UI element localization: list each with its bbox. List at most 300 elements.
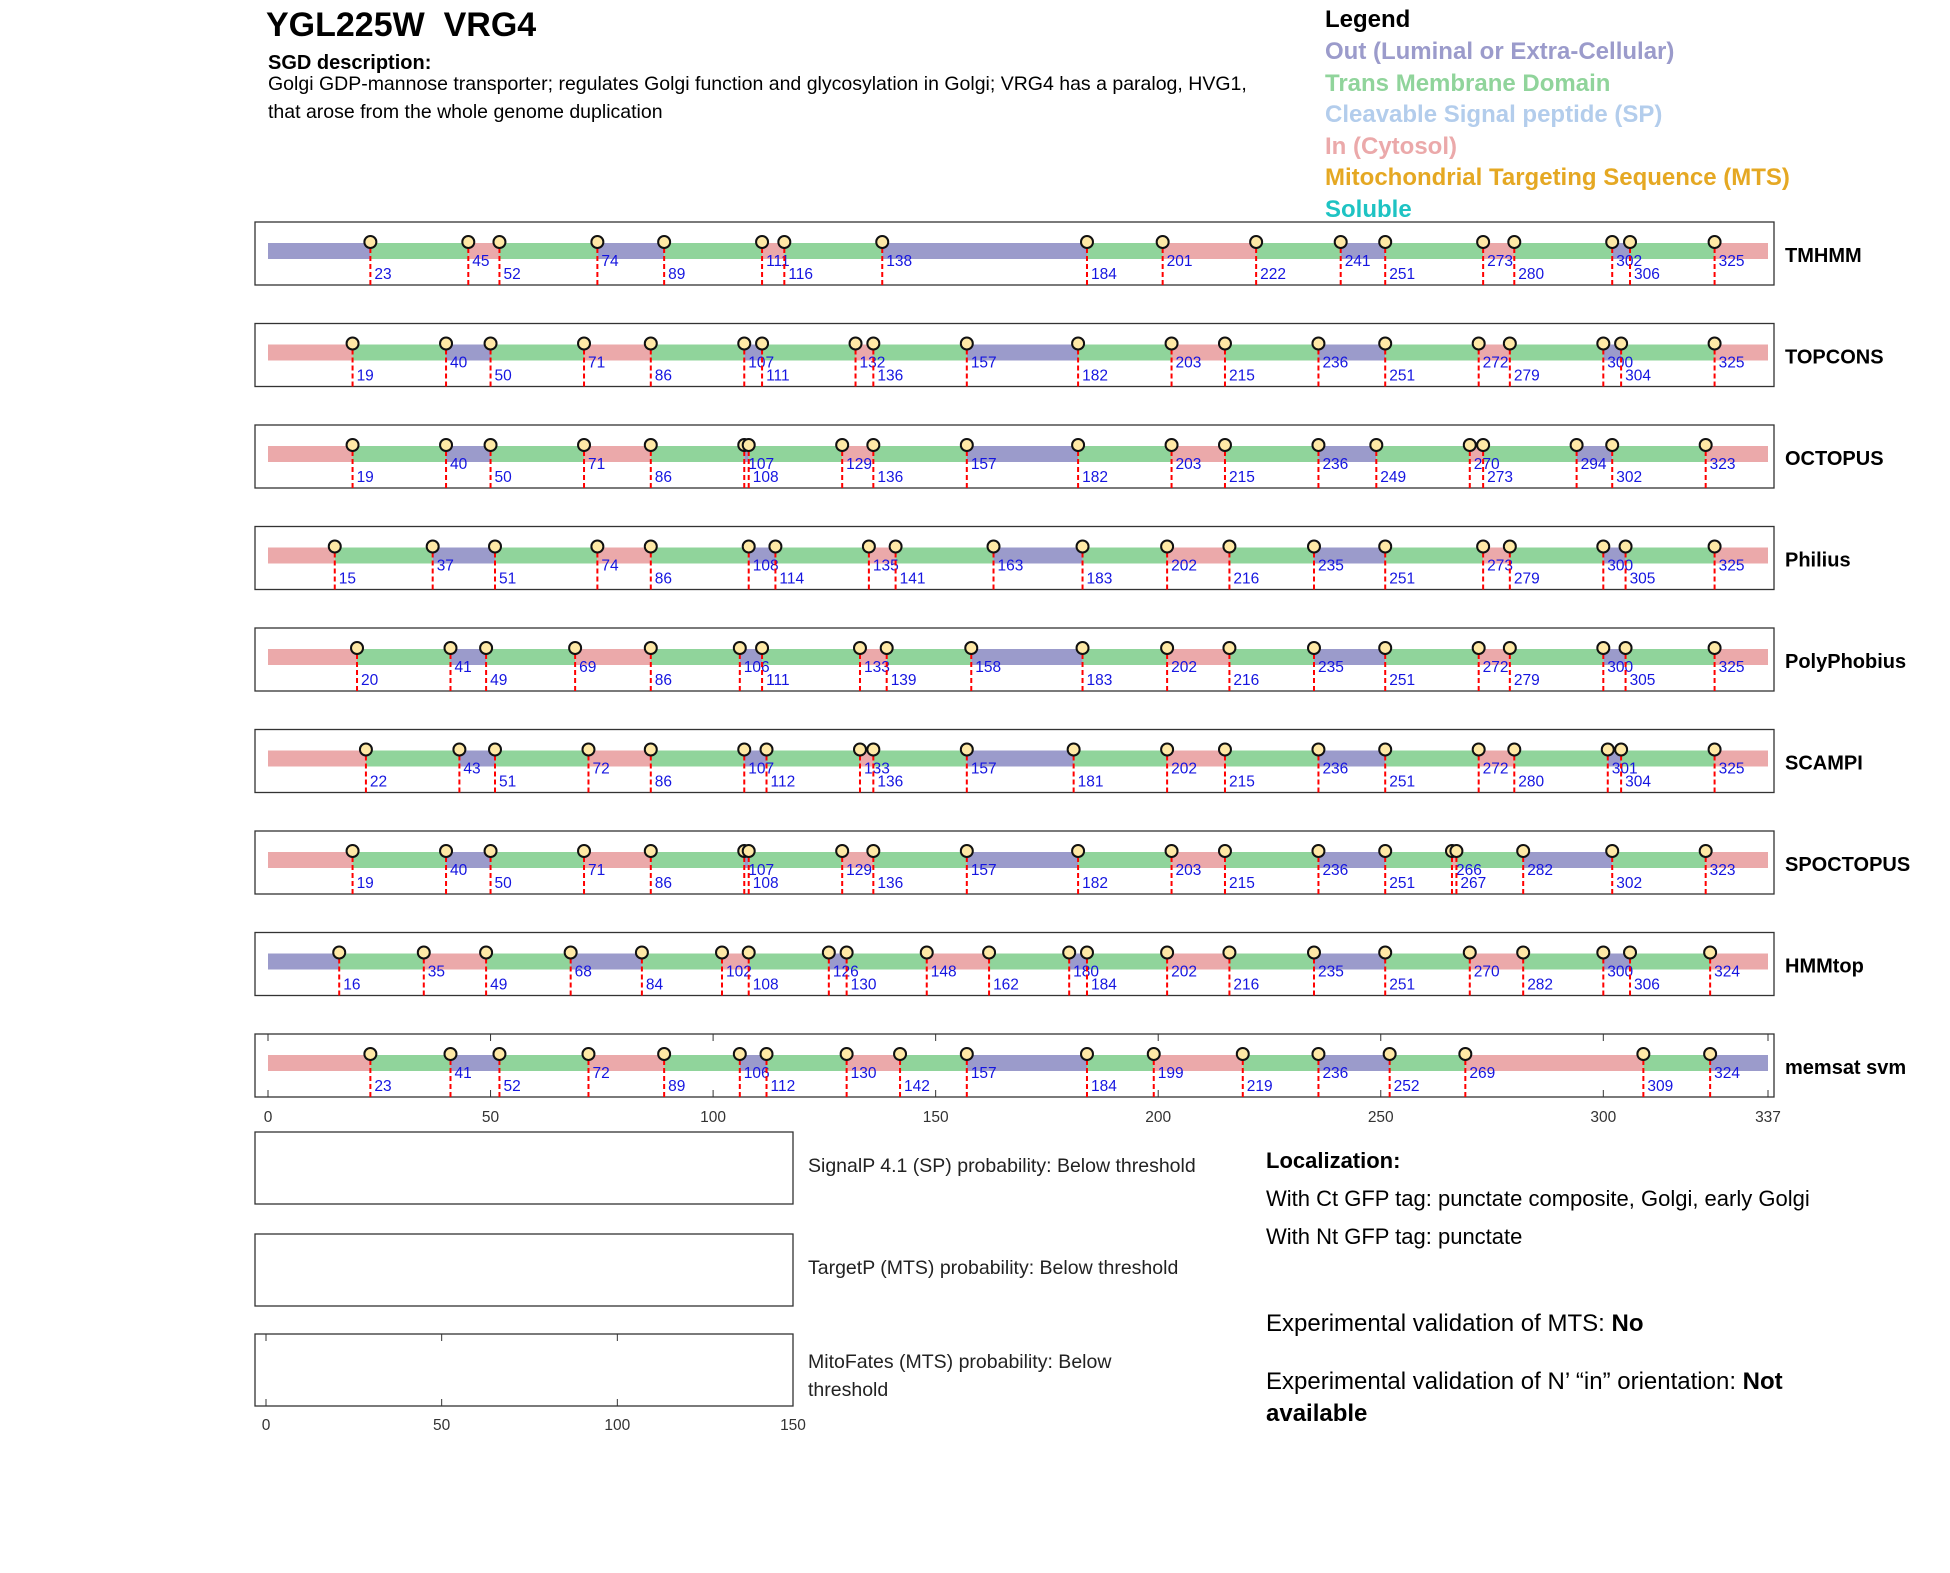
boundary-marker	[734, 642, 746, 654]
boundary-marker	[1464, 439, 1476, 451]
segment-tm	[1385, 649, 1478, 665]
boundary-label: 162	[993, 976, 1019, 994]
boundary-label: 133	[863, 659, 890, 676]
boundary-label: 309	[1647, 1078, 1674, 1095]
boundary-label: 129	[846, 862, 873, 879]
boundary-marker	[1477, 439, 1489, 451]
boundary-label: 132	[859, 354, 886, 372]
track-memsat-svm	[255, 1034, 1906, 1097]
prob-panel-frame	[255, 1132, 793, 1204]
boundary-marker	[485, 338, 497, 350]
x-tick-label: 300	[1590, 1109, 1617, 1126]
n-in-validation	[1266, 1366, 1826, 1430]
segment-tm	[1229, 649, 1314, 665]
sgd-description-text: Golgi GDP-mannose transporter; regulates Golgi function and glycosylation in Golgi; VRG4 has a paralog, HVG1, that arose from the whole genome duplication	[268, 73, 1247, 123]
boundary-marker	[645, 845, 657, 857]
boundary-label: 183	[1086, 570, 1113, 588]
segment-tm	[1514, 243, 1612, 259]
track-name: Philius	[1785, 549, 1851, 572]
nt-gfp-localization: With Nt GFP tag: punctate	[1266, 1224, 1523, 1249]
mts-validation-label: Experimental validation of MTS:	[1266, 1310, 1612, 1337]
segment-tm	[1385, 751, 1478, 767]
boundary-label: 72	[592, 1065, 610, 1082]
boundary-label: 279	[1513, 367, 1540, 385]
boundary-marker	[1504, 338, 1516, 350]
boundary-label: 86	[654, 672, 673, 689]
boundary-marker	[961, 1048, 973, 1060]
boundary-marker	[1219, 845, 1231, 857]
boundary-label: 222	[1260, 266, 1287, 283]
boundary-label: 323	[1709, 456, 1736, 473]
segment-tm	[767, 751, 860, 767]
segment-tm	[651, 852, 744, 868]
boundary-marker	[1477, 541, 1489, 553]
localization-title: Localization:	[1266, 1148, 1401, 1173]
segment-tm	[1390, 1055, 1466, 1071]
boundary-marker	[1250, 236, 1262, 248]
track-name: TMHMM	[1785, 245, 1862, 267]
boundary-marker	[1508, 236, 1520, 248]
boundary-marker	[582, 1048, 594, 1060]
segment-tm	[1612, 446, 1705, 462]
boundary-marker	[743, 541, 755, 553]
boundary-marker	[1620, 642, 1632, 654]
boundary-label: 324	[1714, 1065, 1741, 1082]
boundary-marker	[1504, 541, 1516, 553]
segment-tm	[749, 954, 829, 970]
boundary-marker	[1473, 338, 1485, 350]
boundary-marker	[565, 947, 577, 959]
boundary-marker	[1312, 744, 1324, 756]
boundary-label: 305	[1629, 672, 1656, 689]
boundary-label: 45	[472, 253, 490, 270]
boundary-label: 241	[1344, 253, 1371, 270]
segment-tm	[1229, 548, 1314, 564]
boundary-label: 16	[343, 976, 361, 994]
mts-validation-value: No	[1611, 1310, 1644, 1337]
boundary-marker	[418, 947, 430, 959]
segment-in	[268, 345, 353, 361]
boundary-marker	[1161, 642, 1173, 654]
boundary-label: 40	[450, 862, 468, 879]
segment-tm	[651, 649, 740, 665]
boundary-label: 267	[1460, 875, 1487, 892]
boundary-marker	[453, 744, 465, 756]
boundary-label: 135	[872, 557, 899, 575]
boundary-label: 130	[850, 976, 877, 994]
boundary-label: 108	[752, 557, 779, 575]
track-name: OCTOPUS	[1785, 448, 1884, 470]
boundary-marker	[347, 338, 359, 350]
boundary-label: 202	[1171, 557, 1197, 575]
boundary-label: 269	[1469, 1065, 1496, 1082]
n-in-validation-label: Experimental validation of N’ “in” orientation:	[1266, 1368, 1743, 1395]
boundary-marker	[493, 1048, 505, 1060]
boundary-label: 72	[592, 760, 610, 778]
segment-tm	[339, 954, 424, 970]
boundary-marker	[738, 744, 750, 756]
boundary-marker	[1624, 947, 1636, 959]
boundary-marker	[347, 845, 359, 857]
boundary-marker	[961, 439, 973, 451]
segment-tm	[370, 1055, 450, 1071]
boundary-marker	[347, 439, 359, 451]
boundary-label: 236	[1322, 1065, 1349, 1082]
boundary-marker	[1312, 338, 1324, 350]
boundary-marker	[1508, 744, 1520, 756]
boundary-label: 279	[1513, 570, 1540, 588]
boundary-marker	[836, 845, 848, 857]
boundary-label: 300	[1607, 659, 1634, 676]
prob-x-tick-label: 50	[433, 1417, 451, 1434]
boundary-marker	[863, 541, 875, 553]
boundary-label: 133	[863, 760, 890, 778]
boundary-label: 71	[588, 456, 606, 473]
segment-tm	[495, 751, 588, 767]
track-name: HMMtop	[1785, 955, 1864, 978]
boundary-label: 111	[766, 367, 790, 385]
segment-tm	[1225, 852, 1318, 868]
boundary-label: 325	[1718, 659, 1745, 676]
boundary-marker	[485, 439, 497, 451]
boundary-label: 111	[766, 672, 790, 689]
boundary-label: 202	[1171, 760, 1197, 778]
boundary-marker	[1157, 236, 1169, 248]
boundary-label: 280	[1518, 266, 1545, 283]
localization-panel	[1266, 1148, 1826, 1430]
boundary-marker	[1308, 541, 1320, 553]
x-tick-label: 0	[263, 1109, 273, 1126]
boundary-marker	[1615, 338, 1627, 350]
boundary-label: 136	[877, 469, 904, 486]
segment-tm	[1078, 345, 1171, 361]
boundary-marker	[1081, 1048, 1093, 1060]
boundary-label: 184	[1090, 976, 1117, 994]
boundary-label: 107	[748, 354, 775, 372]
boundary-label: 23	[374, 1078, 392, 1095]
boundary-label: 114	[779, 570, 805, 588]
prob-panel-frame	[255, 1234, 793, 1306]
boundary-marker	[480, 947, 492, 959]
boundary-label: 249	[1380, 469, 1407, 486]
boundary-label: 251	[1389, 773, 1416, 791]
boundary-marker	[1219, 439, 1231, 451]
boundary-marker	[854, 642, 866, 654]
segment-tm	[495, 548, 597, 564]
boundary-label: 84	[645, 976, 664, 994]
boundary-label: 86	[654, 469, 673, 486]
prob-panel-frame	[255, 1334, 793, 1406]
boundary-label: 50	[494, 367, 512, 385]
segment-tm	[491, 446, 584, 462]
boundary-label: 215	[1228, 875, 1255, 892]
x-tick-label: 50	[481, 1109, 500, 1126]
boundary-marker	[756, 642, 768, 654]
segment-tm	[1074, 751, 1167, 767]
segment-tm	[486, 954, 571, 970]
boundary-marker	[761, 1048, 773, 1060]
boundary-label: 280	[1518, 773, 1545, 791]
boundary-label: 69	[579, 659, 597, 676]
segment-tm	[664, 1055, 740, 1071]
boundary-label: 19	[356, 469, 374, 486]
track-philius	[255, 527, 1851, 590]
boundary-marker	[1063, 947, 1075, 959]
boundary-label: 86	[654, 367, 673, 385]
boundary-label: 325	[1718, 760, 1745, 778]
segment-tm	[1087, 1055, 1154, 1071]
boundary-marker	[1637, 1048, 1649, 1060]
boundary-label: 202	[1171, 659, 1197, 676]
boundary-label: 272	[1482, 760, 1509, 778]
segment-tm	[499, 243, 597, 259]
boundary-marker	[1068, 744, 1080, 756]
boundary-label: 20	[361, 672, 379, 689]
boundary-label: 129	[846, 456, 873, 473]
boundary-marker	[1370, 439, 1382, 451]
boundary-label: 106	[743, 659, 770, 676]
boundary-marker	[1704, 947, 1716, 959]
boundary-marker	[734, 1048, 746, 1060]
boundary-marker	[1312, 1048, 1324, 1060]
segment-out	[882, 243, 1087, 259]
boundary-label: 23	[374, 266, 392, 283]
boundary-marker	[867, 439, 879, 451]
boundary-label: 272	[1482, 354, 1509, 372]
segment-in	[268, 852, 353, 868]
boundary-marker	[1517, 845, 1529, 857]
boundary-marker	[1237, 1048, 1249, 1060]
track-name: SCAMPI	[1785, 752, 1863, 775]
boundary-label: 157	[970, 760, 997, 778]
boundary-label: 300	[1607, 963, 1634, 981]
boundary-marker	[1597, 338, 1609, 350]
boundary-marker	[645, 541, 657, 553]
segment-tm	[1385, 954, 1470, 970]
segment-tm	[1626, 548, 1715, 564]
boundary-marker	[881, 642, 893, 654]
boundary-marker	[1379, 236, 1391, 248]
boundary-label: 50	[494, 469, 512, 486]
track-name: SPOCTOPUS	[1785, 854, 1911, 876]
boundary-label: 236	[1322, 456, 1349, 473]
boundary-marker	[1308, 642, 1320, 654]
boundary-label: 136	[877, 773, 904, 791]
boundary-label: 302	[1616, 253, 1643, 270]
boundary-marker	[1379, 947, 1391, 959]
boundary-label: 107	[748, 456, 775, 473]
segment-tm	[873, 852, 966, 868]
boundary-label: 270	[1473, 963, 1500, 981]
boundary-label: 325	[1718, 253, 1745, 270]
boundary-label: 126	[832, 963, 859, 981]
boundary-label: 236	[1322, 862, 1349, 879]
boundary-label: 40	[450, 456, 468, 473]
segment-tm	[1225, 751, 1318, 767]
segment-tm	[1225, 345, 1318, 361]
boundary-marker	[1473, 744, 1485, 756]
segment-tm	[651, 751, 744, 767]
segment-tm	[642, 954, 722, 970]
boundary-label: 148	[930, 963, 957, 981]
boundary-marker	[823, 947, 835, 959]
boundary-label: 41	[454, 1065, 472, 1082]
boundary-marker	[1161, 541, 1173, 553]
boundary-marker	[444, 642, 456, 654]
segment-tm	[1083, 548, 1168, 564]
boundary-label: 236	[1322, 760, 1349, 778]
segment-tm	[775, 548, 868, 564]
boundary-label: 219	[1246, 1078, 1273, 1095]
boundary-marker	[1571, 439, 1583, 451]
segment-tm	[353, 852, 446, 868]
boundary-label: 235	[1317, 557, 1344, 575]
boundary-label: 251	[1389, 875, 1416, 892]
boundary-label: 19	[356, 875, 374, 892]
segment-tm	[491, 852, 584, 868]
track-name: TOPCONS	[1785, 346, 1884, 369]
boundary-label: 74	[601, 253, 619, 270]
prob-x-tick-label: 150	[780, 1417, 806, 1434]
boundary-marker	[591, 541, 603, 553]
boundary-label: 43	[463, 760, 481, 778]
segment-tm	[762, 649, 860, 665]
boundary-marker	[444, 1048, 456, 1060]
boundary-label: 252	[1393, 1078, 1420, 1095]
boundary-label: 305	[1629, 570, 1656, 588]
boundary-label: 282	[1527, 976, 1554, 994]
boundary-marker	[1606, 236, 1618, 248]
boundary-label: 203	[1175, 354, 1202, 372]
boundary-label: 215	[1228, 773, 1255, 791]
boundary-label: 68	[574, 963, 592, 981]
boundary-marker	[1148, 1048, 1160, 1060]
boundary-label: 108	[752, 469, 779, 486]
boundary-marker	[440, 439, 452, 451]
segment-tm	[366, 751, 459, 767]
boundary-marker	[1597, 947, 1609, 959]
boundary-marker	[1709, 338, 1721, 350]
segment-tm	[873, 345, 966, 361]
boundary-marker	[778, 236, 790, 248]
x-axis	[264, 1034, 1781, 1126]
legend-item-mts: Mitochondrial Targeting Sequence (MTS)	[1325, 164, 1790, 191]
boundary-marker	[867, 338, 879, 350]
mts-validation	[1266, 1308, 1826, 1340]
boundary-marker	[1072, 845, 1084, 857]
boundary-marker	[636, 947, 648, 959]
boundary-label: 142	[904, 1078, 930, 1095]
segment-tm	[784, 243, 882, 259]
boundary-label: 52	[503, 1078, 521, 1095]
segment-tm	[370, 243, 468, 259]
boundary-marker	[493, 236, 505, 248]
boundary-marker	[965, 642, 977, 654]
segment-tm	[1612, 852, 1705, 868]
segment-tm	[1510, 345, 1603, 361]
boundary-label: 304	[1625, 367, 1651, 385]
legend-item-in: In (Cytosol)	[1325, 132, 1457, 160]
boundary-label: 37	[436, 557, 454, 575]
boundary-marker	[1308, 947, 1320, 959]
segment-tm	[1630, 243, 1715, 259]
boundary-marker	[841, 1048, 853, 1060]
boundary-marker	[961, 845, 973, 857]
boundary-label: 51	[499, 570, 517, 588]
boundary-marker	[867, 744, 879, 756]
boundary-label: 157	[970, 1065, 997, 1082]
boundary-label: 273	[1487, 253, 1514, 270]
boundary-marker	[1077, 642, 1089, 654]
boundary-marker	[743, 947, 755, 959]
segment-in	[268, 649, 357, 665]
boundary-marker	[961, 744, 973, 756]
boundary-label: 184	[1090, 266, 1117, 283]
segment-tm	[1256, 243, 1341, 259]
boundary-label: 216	[1233, 672, 1260, 689]
boundary-marker	[645, 642, 657, 654]
track-name: memsat svm	[1785, 1057, 1907, 1079]
boundary-label: 51	[499, 773, 517, 791]
boundary-marker	[1709, 744, 1721, 756]
boundary-label: 40	[450, 354, 468, 372]
track-hmmtop	[255, 933, 1864, 996]
boundary-label: 15	[338, 570, 357, 588]
boundary-marker	[1072, 338, 1084, 350]
boundary-marker	[1597, 541, 1609, 553]
boundary-label: 236	[1322, 354, 1349, 372]
segment-tm	[1083, 649, 1168, 665]
boundary-marker	[1379, 541, 1391, 553]
boundary-label: 273	[1487, 469, 1514, 486]
boundary-label: 22	[369, 773, 388, 791]
boundary-label: 215	[1228, 367, 1255, 385]
boundary-label: 157	[970, 354, 997, 372]
segment-out	[268, 243, 370, 259]
boundary-marker	[1072, 439, 1084, 451]
segment-tm	[1243, 1055, 1319, 1071]
boundary-label: 89	[668, 266, 686, 283]
segment-tm	[1510, 548, 1603, 564]
boundary-marker	[1384, 1048, 1396, 1060]
boundary-marker	[591, 236, 603, 248]
boundary-marker	[1161, 947, 1173, 959]
segment-tm	[887, 649, 972, 665]
boundary-label: 302	[1616, 875, 1643, 892]
boundary-marker	[876, 236, 888, 248]
boundary-label: 180	[1073, 963, 1100, 981]
boundary-label: 52	[503, 266, 521, 283]
boundary-marker	[645, 338, 657, 350]
boundary-marker	[1709, 236, 1721, 248]
boundary-label: 235	[1317, 963, 1344, 981]
boundary-label: 323	[1709, 862, 1736, 879]
boundary-label: 306	[1634, 976, 1660, 994]
x-tick-label: 150	[922, 1109, 949, 1126]
boundary-label: 304	[1625, 773, 1651, 791]
boundary-label: 216	[1233, 976, 1260, 994]
boundary-marker	[480, 642, 492, 654]
boundary-marker	[716, 947, 728, 959]
boundary-marker	[1219, 744, 1231, 756]
boundary-label: 157	[970, 862, 997, 879]
segment-tm	[651, 345, 744, 361]
track-topcons	[255, 324, 1884, 387]
boundary-marker	[645, 744, 657, 756]
boundary-label: 35	[427, 963, 446, 981]
boundary-label: 107	[748, 760, 775, 778]
boundary-marker	[1335, 236, 1347, 248]
